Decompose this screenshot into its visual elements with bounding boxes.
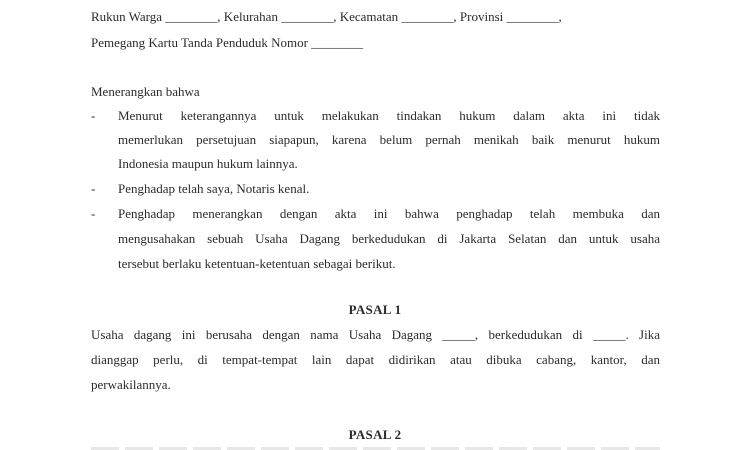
pasal-1-line-2: dianggap perlu, di tempat-tempat lain dapat didirikan atau dibuka cabang, kantor, dan xyxy=(91,352,660,367)
bullet-3-line-1: Penghadap menerangkan dengan akta ini bahwa penghadap telah membuka dan xyxy=(118,206,660,221)
cropped-bottom-line xyxy=(91,444,660,450)
bullet-3-line-2: mengusahakan sebuah Usaha Dagang berkedudukan di Jakarta Selatan dan untuk usaha xyxy=(118,231,660,246)
bullet-1-line-2: memerlukan persetujuan siapapun, karena belum pernah menikah baik menurut hukum xyxy=(118,132,660,147)
bullet-1-line-3: Indonesia maupun hukum lainnya. xyxy=(118,156,298,171)
bullet-mark: - xyxy=(91,108,96,123)
pasal-1-line-3: perwakilannya. xyxy=(91,377,171,392)
bullet-mark: - xyxy=(91,206,96,221)
pasal-1-heading: PASAL 1 xyxy=(348,302,402,317)
bullet-3-line-3: tersebut berlaku ketentuan-ketentuan sebagai berikut. xyxy=(118,256,396,271)
pasal-2-heading: PASAL 2 xyxy=(348,427,402,442)
pasal-1-line-1: Usaha dagang ini berusaha dengan nama Usaha Dagang _____, berkedudukan di _____. Jika xyxy=(91,327,660,342)
ktp-number-line: Pemegang Kartu Tanda Penduduk Nomor ________ xyxy=(91,35,364,50)
cropped-top-line xyxy=(91,0,660,2)
bullet-mark: - xyxy=(91,181,96,196)
rw-kelurahan-line: Rukun Warga ________, Kelurahan ________, Kecamatan ________, Provinsi ________, xyxy=(91,9,562,24)
bullet-2-line-1: Penghadap telah saya, Notaris kenal. xyxy=(118,181,310,196)
intro-text: Menerangkan bahwa xyxy=(91,84,200,99)
bullet-1-line-1: Menurut keterangannya untuk melakukan tindakan hukum dalam akta ini tidak xyxy=(118,108,660,123)
